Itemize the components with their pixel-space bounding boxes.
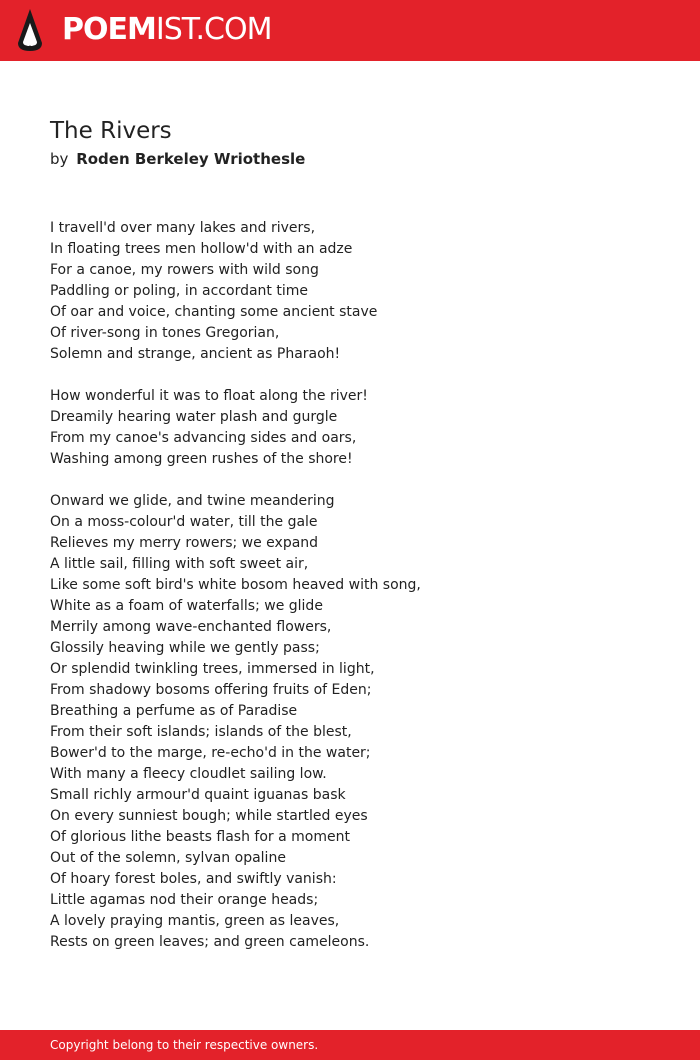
site-header <box>0 0 700 61</box>
poem-line: Out of the solemn, sylvan opaline <box>50 850 286 866</box>
stanza-3 <box>50 491 650 953</box>
poem-line: Glossily heaving while we gently pass; <box>50 640 320 656</box>
pencil-tip-icon[interactable] <box>18 9 42 51</box>
poem-line: From my canoe's advancing sides and oars, <box>50 430 357 446</box>
poem-line: Like some soft bird's white bosom heaved with song, <box>50 577 421 593</box>
poem-line: A little sail, filling with soft sweet air, <box>50 556 309 572</box>
poem-line: From their soft islands; islands of the blest, <box>50 724 352 740</box>
poem-line: Small richly armour'd quaint iguanas bask <box>50 787 346 803</box>
stanza-2 <box>50 386 650 470</box>
poem-line: Paddling or poling, in accordant time <box>50 283 308 299</box>
poem-line: How wonderful it was to float along the river! <box>50 388 368 404</box>
poem-line: Breathing a perfume as of Paradise <box>50 703 298 719</box>
poem-line: Bower'd to the marge, re-echo'd in the water; <box>50 745 371 761</box>
poem-line: A lovely praying mantis, green as leaves, <box>50 913 340 929</box>
poem-line: On every sunniest bough; while startled eyes <box>50 808 368 824</box>
poem-line: Washing among green rushes of the shore! <box>50 451 353 467</box>
poem-line: On a moss-colour'd water, till the gale <box>50 514 318 530</box>
poem-line: Merrily among wave-enchanted flowers, <box>50 619 332 635</box>
author-name: Roden Berkeley Wriothesle <box>76 150 306 168</box>
poem-line: Of oar and voice, chanting some ancient stave <box>50 304 378 320</box>
stanza-1 <box>50 218 650 365</box>
poem-line: Of river-song in tones Gregorian, <box>50 325 280 341</box>
poem-line: With many a fleecy cloudlet sailing low. <box>50 766 327 782</box>
poem-line: Relieves my merry rowers; we expand <box>50 535 319 551</box>
byline <box>50 149 305 169</box>
poem-line: White as a foam of waterfalls; we glide <box>50 598 323 614</box>
poem-line: Dreamily hearing water plash and gurgle <box>50 409 338 425</box>
poem-title: The Rivers <box>50 118 172 144</box>
poem-line: Of hoary forest boles, and swiftly vanish: <box>50 871 337 887</box>
poem-line: From shadowy bosoms offering fruits of Eden; <box>50 682 372 698</box>
site-footer <box>0 1030 700 1060</box>
logo-light-text: IST.COM <box>155 12 272 47</box>
logo-bold-text: POEM <box>62 12 156 47</box>
site-logo[interactable] <box>62 13 271 47</box>
poem-line: Solemn and strange, ancient as Pharaoh! <box>50 346 341 362</box>
poem-line: I travell'd over many lakes and rivers, <box>50 220 316 236</box>
poem-line: Of glorious lithe beasts flash for a moment <box>50 829 350 845</box>
by-label: by <box>50 150 69 168</box>
poem-line: For a canoe, my rowers with wild song <box>50 262 319 278</box>
poem-line: In floating trees men hollow'd with an adze <box>50 241 353 257</box>
poem-line: Or splendid twinkling trees, immersed in light, <box>50 661 375 677</box>
poem-body <box>50 218 650 974</box>
poem-line: Little agamas nod their orange heads; <box>50 892 319 908</box>
poem-line: Rests on green leaves; and green cameleons. <box>50 934 370 950</box>
copyright-text: Copyright belong to their respective owners. <box>50 1038 319 1052</box>
poem-line: Onward we glide, and twine meandering <box>50 493 335 509</box>
